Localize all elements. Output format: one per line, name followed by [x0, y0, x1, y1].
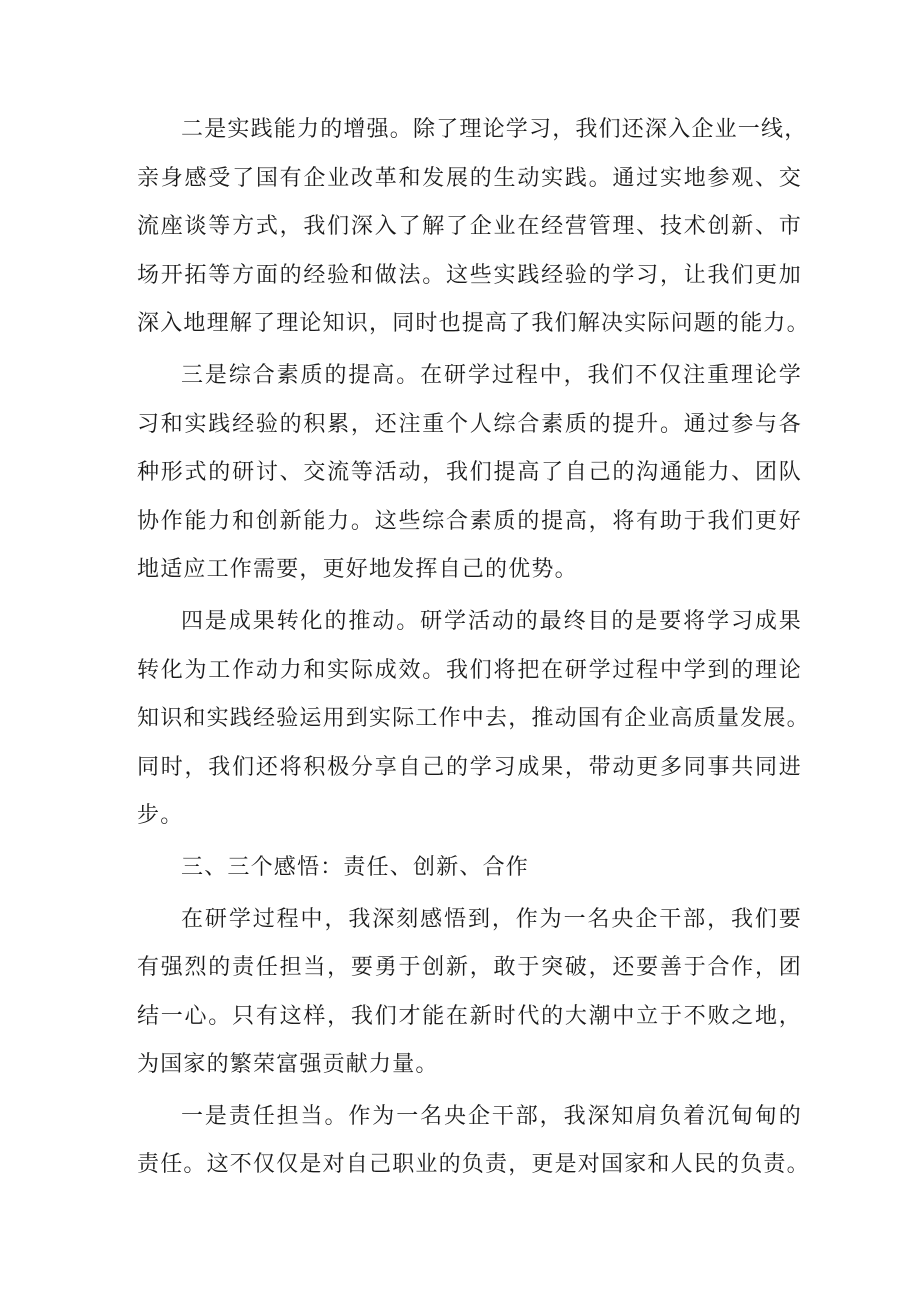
paragraph-practice-ability [137, 106, 810, 349]
text-line: 转化为工作动力和实际成效。我们将把在研学过程中学到的理论 [137, 657, 802, 683]
text-line: 深入地理解了理论知识，同时也提高了我们解决实际问题的能力。 [137, 311, 810, 337]
text-line: 种形式的研讨、交流等活动，我们提高了自己的沟通能力、团队 [137, 460, 802, 486]
text-line: 知识和实践经验运用到实际工作中去，推动国有企业高质量发展。 [137, 706, 810, 732]
text-line: 地适应工作需要，更好地发挥自己的优势。 [137, 557, 578, 583]
document-body [137, 106, 810, 1193]
text-line: 步。 [137, 803, 184, 829]
text-line: 四是成果转化的推动。研学活动的最终目的是要将学习成果 [181, 608, 802, 634]
text-line: 习和实践经验的积累，还注重个人综合素质的提升。通过参与各 [137, 411, 802, 437]
text-line: 结一心。只有这样，我们才能在新时代的大潮中立于不败之地， [137, 1003, 802, 1029]
text-line: 责任。这不仅仅是对自己职业的负责，更是对国家和人民的负责。 [137, 1152, 810, 1178]
text-line: 亲身感受了国有企业改革和发展的生动实践。通过实地参观、交 [137, 165, 802, 191]
paragraph-insights-intro [137, 896, 802, 1090]
text-line: 三是综合素质的提高。在研学过程中，我们不仅注重理论学 [181, 362, 802, 388]
paragraph-results-transformation [137, 598, 810, 841]
text-line: 二是实践能力的增强。除了理论学习，我们还深入企业一线， [181, 117, 808, 142]
text-line: 有强烈的责任担当，要勇于创新，敢于突破，还要善于合作，团 [137, 955, 802, 981]
text-line: 场开拓等方面的经验和做法。这些实践经验的学习，让我们更加 [137, 262, 802, 288]
text-line: 在研学过程中，我深刻感悟到，作为一名央企干部，我们要 [181, 906, 802, 932]
text-line: 协作能力和创新能力。这些综合素质的提高，将有助于我们更好 [137, 508, 802, 534]
paragraph-responsibility [137, 1093, 810, 1190]
text-line: 三、三个感悟：责任、创新、合作 [181, 854, 530, 880]
paragraph-overall-quality [137, 352, 802, 595]
section-heading-three-insights [137, 844, 802, 893]
text-line: 同时，我们还将积极分享自己的学习成果，带动更多同事共同进 [137, 754, 802, 780]
text-line: 流座谈等方式，我们深入了解了企业在经营管理、技术创新、市 [137, 214, 802, 240]
text-line: 为国家的繁荣富强贡献力量。 [137, 1052, 439, 1078]
text-line: 一是责任担当。作为一名央企干部，我深知肩负着沉甸甸的 [181, 1103, 802, 1129]
